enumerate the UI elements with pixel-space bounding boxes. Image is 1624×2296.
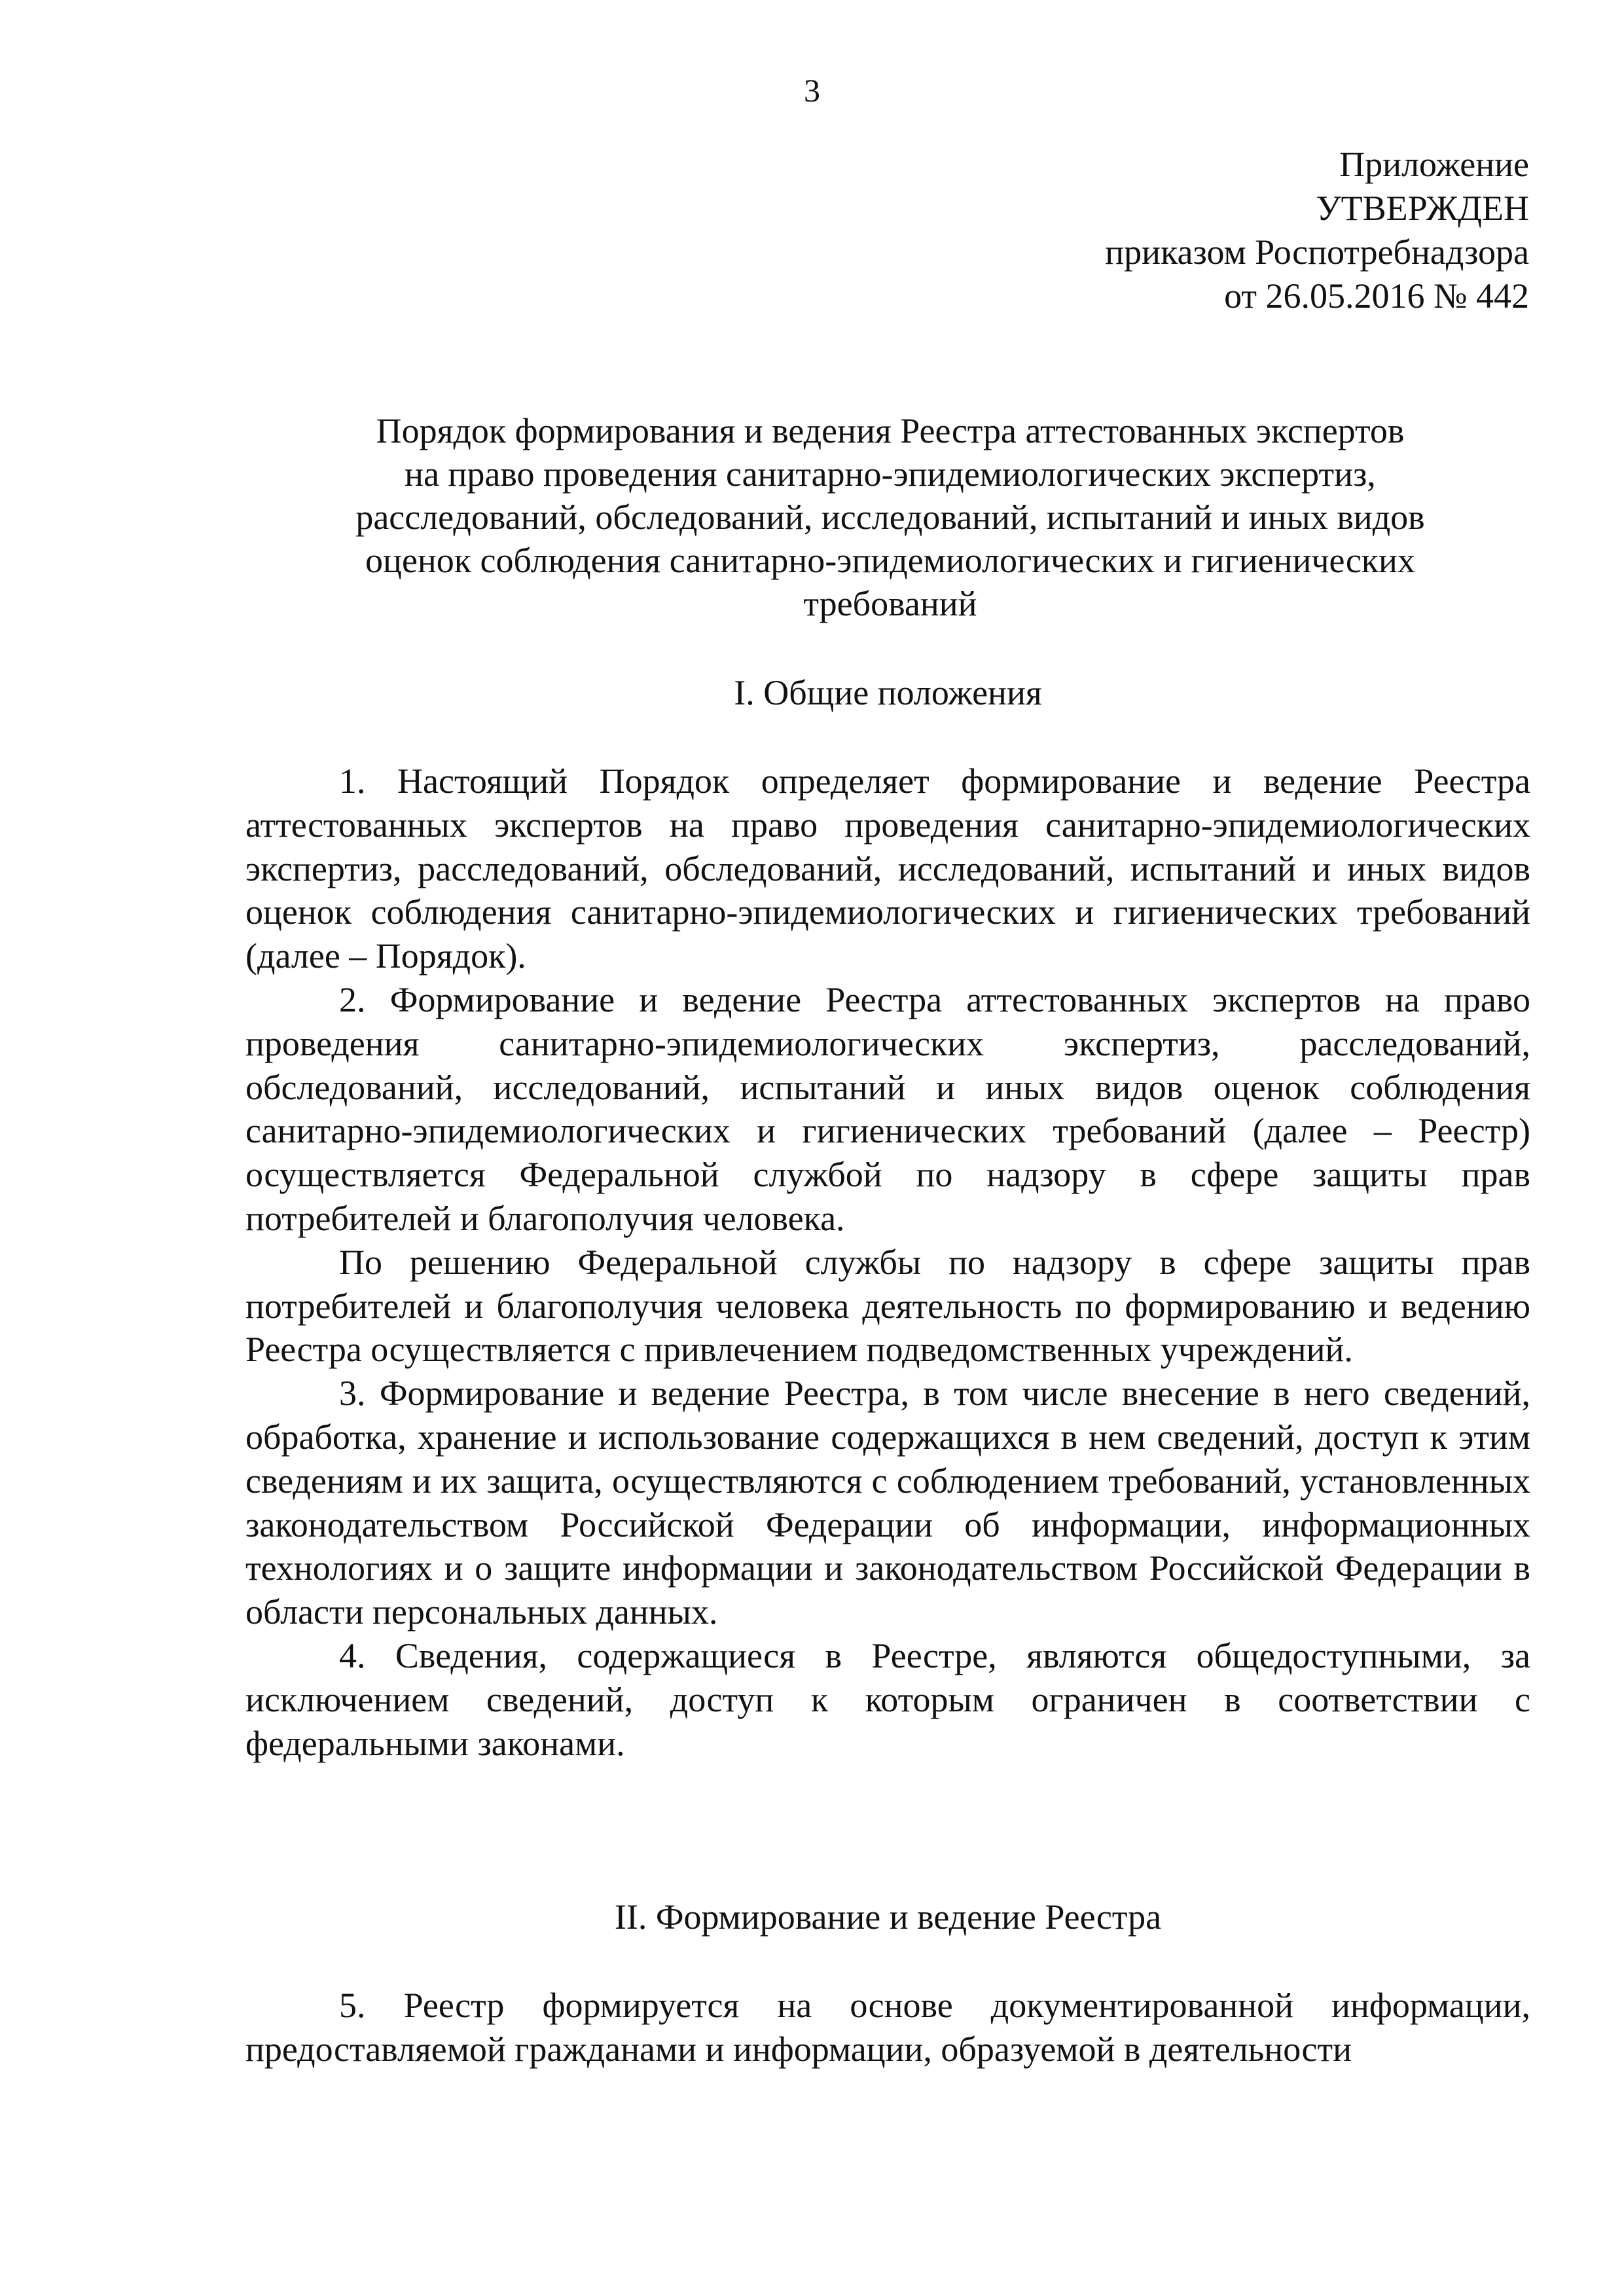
title-line-3: расследований, обследований, исследований, испытаний и иных видов bbox=[355, 498, 1425, 537]
approval-line-date-number: от 26.05.2016 № 442 bbox=[1224, 276, 1529, 316]
title-line-4: оценок соблюдения санитарно-эпидемиологических и гигиенических bbox=[365, 541, 1415, 580]
section-general-body bbox=[245, 759, 1530, 1765]
title-line-5: требований bbox=[803, 584, 977, 623]
approval-line-order: приказом Роспотребнадзора bbox=[1105, 232, 1529, 272]
paragraph-2: 2. Формирование и ведение Реестра аттестованных экспертов на право проведения санитарно-эпидемиологических экспертиз, расследований, обследований, исследований, испытаний и иных видов оценок соблюдения санитарно-эпидемиологических и гигиенических требований (далее – Реестр) осуществляется Федеральной службой по надзору в сфере защиты прав потребителей и благополучия человека. bbox=[245, 979, 1530, 1238]
paragraph-2-continued: По решению Федеральной службы по надзору в сфере защиты прав потребителей и благополучия человека деятельность по формированию и ведению Реестра осуществляется с привлечением подведомственных учреждений. bbox=[245, 1242, 1530, 1370]
approval-stamp-block bbox=[809, 143, 1529, 318]
paragraph-4: 4. Сведения, содержащиеся в Реестре, являются общедоступными, за исключением сведений, доступ к которым ограничен в соответствии с федеральными законами. bbox=[245, 1635, 1530, 1763]
section-registry-body bbox=[245, 1984, 1530, 2071]
title-line-1: Порядок формирования и ведения Реестра аттестованных экспертов bbox=[376, 411, 1405, 450]
page-number: 3 bbox=[804, 72, 820, 109]
approval-line-appendix: Приложение bbox=[1339, 145, 1529, 184]
paragraph-1: 1. Настоящий Порядок определяет формирование и ведение Реестра аттестованных экспертов на право проведения санитарно-эпидемиологических экспертиз, расследований, обследований, исследований, испытаний и иных видов оценок соблюдения санитарно-эпидемиологических и гигиенических требований (далее – Порядок). bbox=[245, 761, 1530, 976]
section-heading-registry: II. Формирование и ведение Реестра bbox=[614, 1897, 1162, 1937]
paragraph-3: 3. Формирование и ведение Реестра, в том числе внесение в него сведений, обработка, хранение и использование содержащихся в нем сведений, доступ к этим сведениям и их защита, осуществляются с соблюдением требований, установленных законодательством Российской Федерации об информации, информационных технологиях и о защите информации и законодательством Российской Федерации в области персональных данных. bbox=[245, 1374, 1530, 1632]
title-line-2: на право проведения санитарно-эпидемиологических экспертиз, bbox=[405, 454, 1376, 494]
approval-line-approved: УТВЕРЖДЕН bbox=[1316, 189, 1529, 228]
section-heading-general: I. Общие положения bbox=[734, 673, 1042, 712]
paragraph-5: 5. Реестр формируется на основе документированной информации, предоставляемой гражданами и информации, образуемой в деятельности bbox=[245, 1986, 1530, 2069]
document-title bbox=[275, 409, 1506, 625]
